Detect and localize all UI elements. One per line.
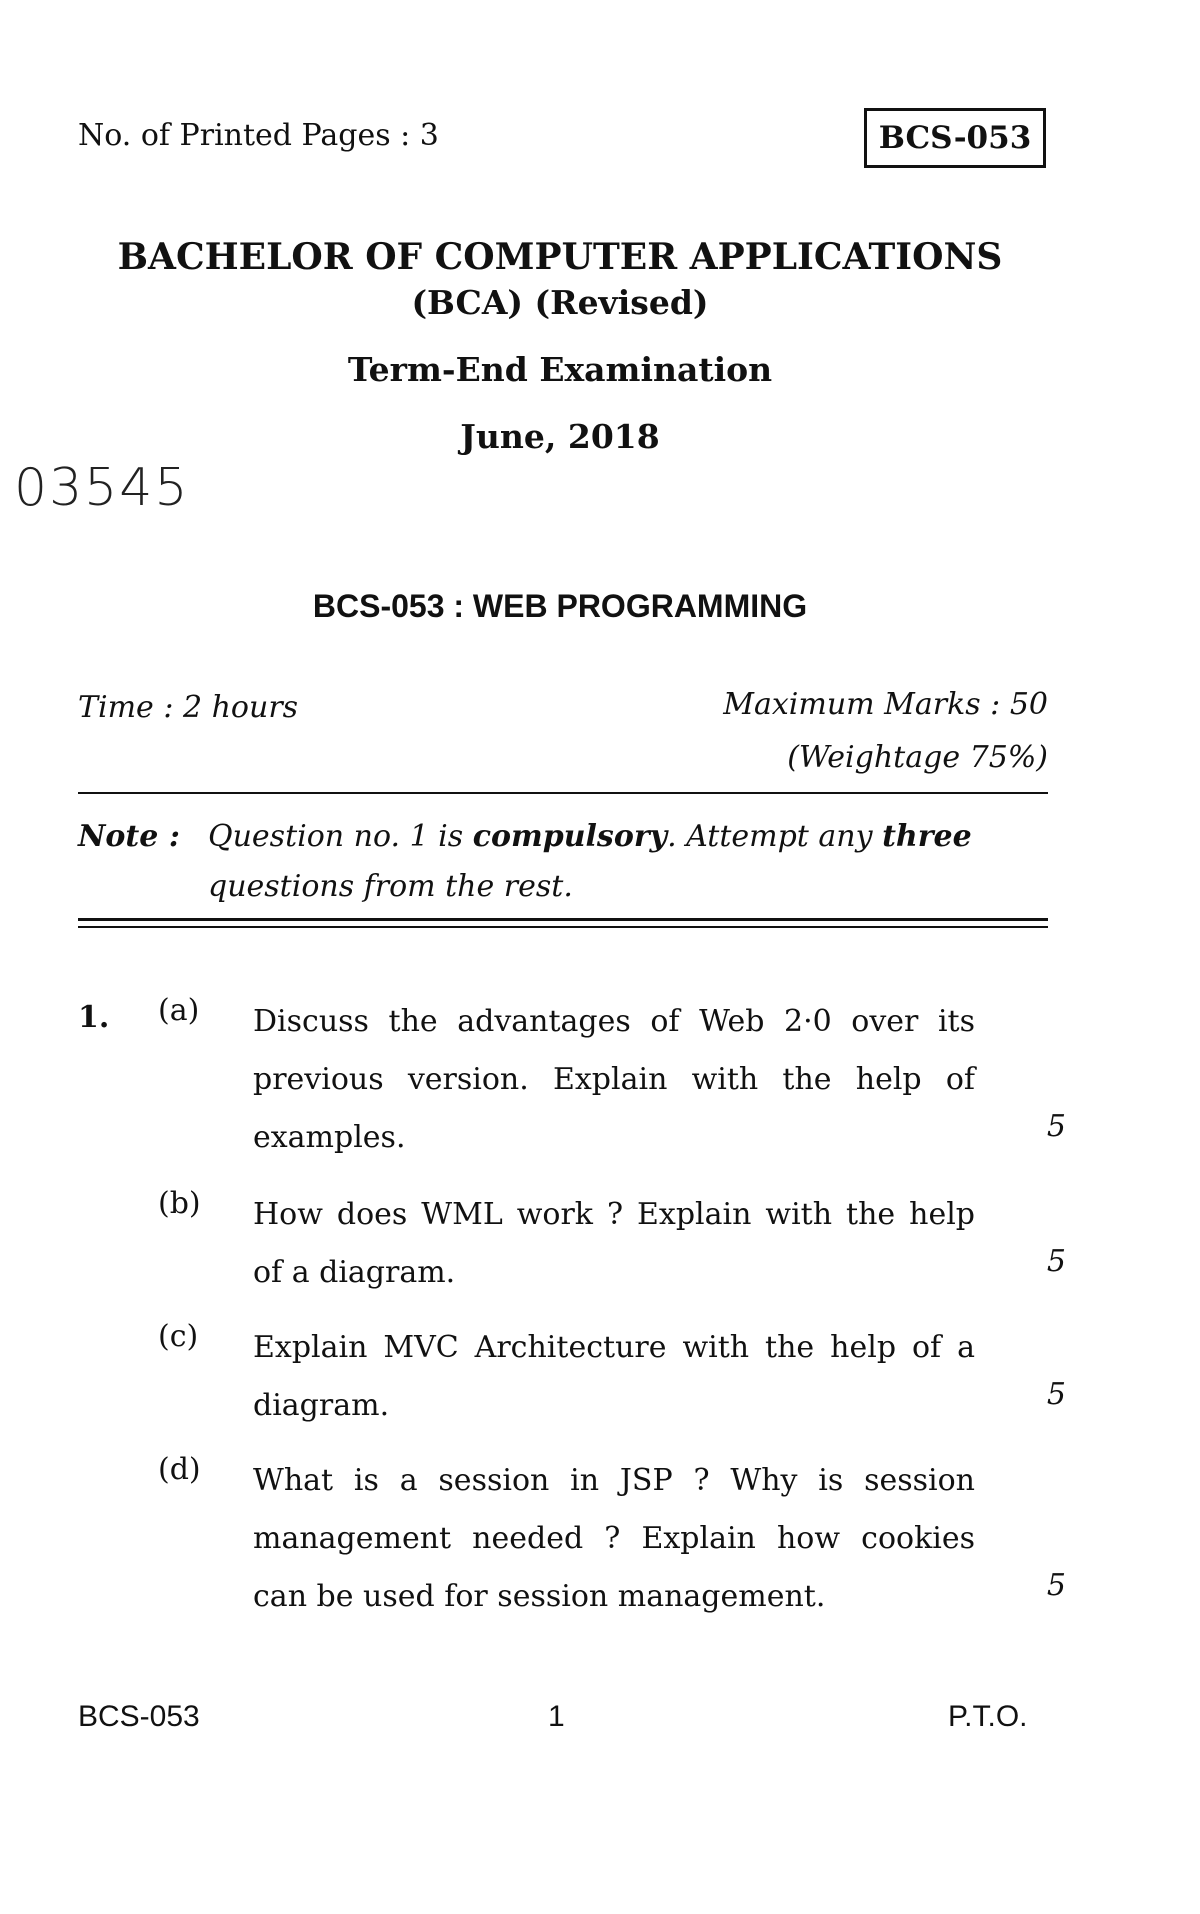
printed-pages: No. of Printed Pages : 3	[78, 118, 439, 153]
footer-paper-code: BCS-053	[78, 1700, 200, 1733]
programme-subtitle: (BCA) (Revised)	[411, 283, 709, 322]
note-label: Note :	[78, 819, 180, 854]
divider	[78, 918, 1048, 921]
part-text: Explain MVC Architecture with the help of a diagram.	[253, 1330, 975, 1423]
part-label: (c)	[158, 1319, 199, 1354]
footer-page-number: 1	[548, 1700, 565, 1733]
maximum-marks: Maximum Marks : 50	[723, 687, 1048, 722]
exam-title: Term-End Examination	[347, 350, 773, 389]
part-label: (a)	[158, 993, 200, 1028]
part-text: What is a session in JSP ? Why is session management needed ? Explain how cookies can be used for session management.	[253, 1463, 975, 1614]
subject-title: BCS-053 : WEB PROGRAMMING	[312, 588, 808, 624]
programme-title: BACHELOR OF COMPUTER APPLICATIONS	[117, 236, 1003, 278]
divider	[78, 792, 1048, 794]
divider	[78, 926, 1048, 928]
serial-number: 03545	[14, 458, 190, 518]
part-marks: 5	[1046, 1244, 1066, 1279]
question-number: 1.	[78, 1000, 110, 1035]
part-marks: 5	[1046, 1109, 1066, 1144]
note-text: Question no. 1 is compulsory. Attempt any three questions from the rest.	[208, 819, 972, 904]
paper-code-box: BCS-053	[864, 108, 1046, 168]
time-allowed: Time : 2 hours	[78, 690, 299, 725]
part-text: How does WML work ? Explain with the help of a diagram.	[253, 1197, 975, 1290]
part-label: (d)	[158, 1452, 201, 1487]
part-text: Discuss the advantages of Web 2·0 over its previous version. Explain with the help of examples.	[253, 1004, 975, 1155]
part-marks: 5	[1046, 1568, 1066, 1603]
part-label: (b)	[158, 1186, 201, 1221]
footer-pto: P.T.O.	[948, 1700, 1028, 1733]
weightage: (Weightage 75%)	[787, 740, 1048, 775]
part-marks: 5	[1046, 1377, 1066, 1412]
exam-date: June, 2018	[460, 417, 660, 456]
